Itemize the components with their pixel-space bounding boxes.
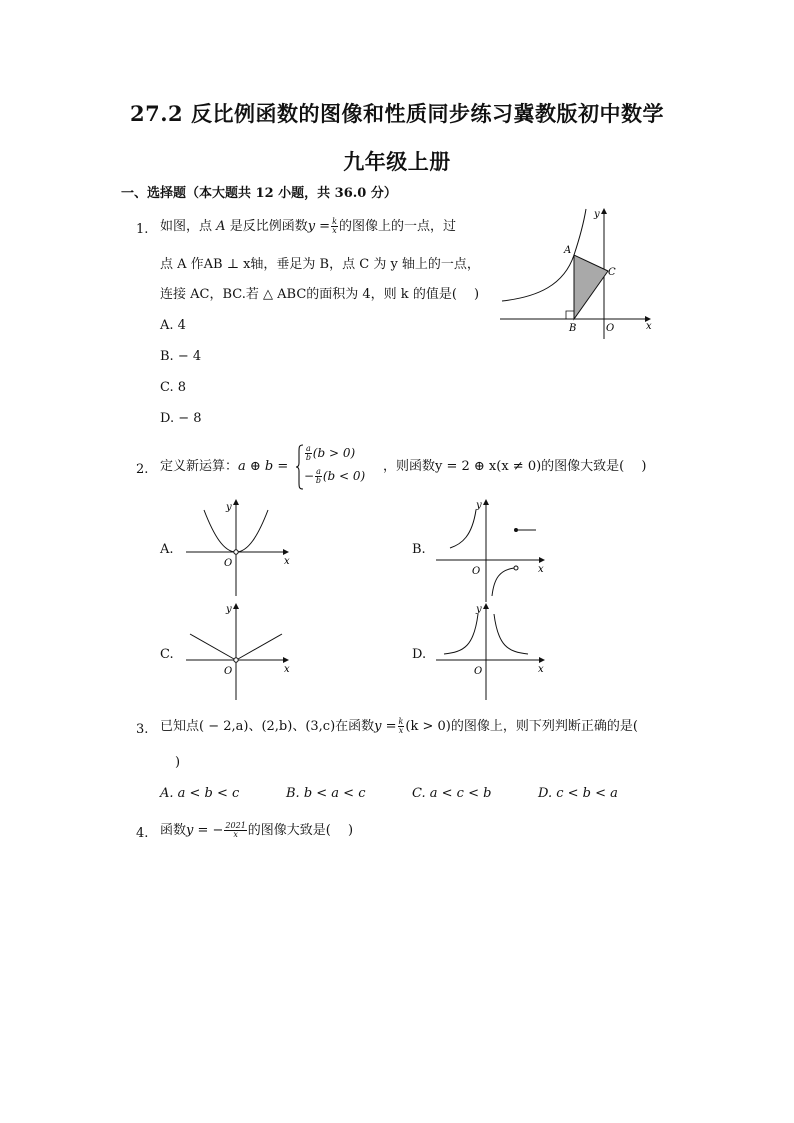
question-1-line-1 — [160, 218, 456, 236]
q1-hyperbola-curve — [502, 209, 586, 301]
q1-label-a: A — [564, 245, 572, 256]
q4-y-eq: y = − — [186, 823, 224, 838]
q2c-label-x: x — [284, 664, 290, 675]
q1-figure — [498, 205, 658, 345]
q1-text-pre: 如图，点 — [160, 219, 213, 234]
q2-option-a[interactable]: A. — [160, 542, 174, 557]
q3-option-c[interactable]: C. a < c < b — [412, 786, 492, 801]
q3-option-a[interactable]: A. a < b < c — [160, 786, 240, 801]
q3-frac-den: x — [398, 726, 404, 735]
q4-pre: 函数 — [160, 823, 187, 838]
q2-option-b[interactable]: B. — [412, 542, 426, 557]
q4-fraction — [224, 822, 246, 839]
q2-graph-d — [434, 600, 554, 700]
q2-case1-den: b — [305, 453, 311, 462]
q3-pre: 已知点( − 2,a)、(2,b)、(3,c)在函数 — [160, 719, 375, 734]
q3-post: (k > 0)的图像上，则下列判断正确的是( — [405, 719, 638, 734]
q1-label-o: O — [606, 323, 615, 334]
q1-frac-den: x — [332, 226, 337, 235]
q2b-closed-point — [514, 528, 518, 532]
q2-case-2 — [304, 467, 365, 485]
question-4-line-1 — [160, 822, 353, 840]
q2-case2-fraction — [315, 468, 322, 485]
q2b-open-point — [514, 566, 518, 570]
q1-option-b[interactable]: B. − 4 — [160, 349, 202, 364]
q2-pre: 定义新运算： — [160, 459, 239, 474]
q2b-right-curve — [492, 568, 514, 596]
page-title-line-2: 九年级上册 — [343, 149, 451, 174]
q3-fraction — [398, 718, 405, 735]
q2d-label-y: y — [476, 604, 482, 615]
q1-text-post: 的图像上的一点，过 — [338, 219, 456, 234]
q2d-left-branch — [444, 614, 478, 654]
q1-option-d[interactable]: D. − 8 — [160, 411, 202, 426]
q2-graph-b — [434, 496, 554, 606]
q2-text-pre — [160, 458, 288, 476]
q1-label-b: B — [569, 323, 577, 334]
section-heading: 一、选择题（本大题共 12 小题，共 36.0 分） — [121, 186, 397, 201]
q1-frac-num: k — [332, 217, 337, 226]
q1-fraction — [331, 218, 338, 235]
q1-label-x: x — [646, 321, 652, 332]
q3-option-d[interactable]: D. c < b < a — [538, 786, 618, 801]
question-4-number: 4. — [136, 826, 149, 841]
q2-text-post: ，则函数y = 2 ⊕ x(x ≠ 0)的图像大致是( ) — [383, 459, 647, 474]
q2a-open-point — [234, 550, 238, 554]
q2d-label-o: O — [474, 666, 483, 677]
q2-case-1 — [304, 444, 355, 462]
q2-option-c[interactable]: C. — [160, 647, 174, 662]
q2-case1-num: a — [306, 444, 311, 453]
q2c-left-line — [190, 634, 234, 659]
q2a-label-y: y — [226, 502, 232, 513]
question-3-line-1 — [160, 718, 638, 736]
q4-frac-num: 2021 — [225, 821, 246, 830]
q2d-right-branch — [494, 614, 528, 654]
q2b-left-curve — [450, 510, 476, 548]
q2a-label-x: x — [284, 556, 290, 567]
q2-case2-cond: (b < 0) — [322, 469, 366, 483]
question-2-number: 2. — [136, 462, 149, 477]
q4-post: 的图像大致是( ) — [247, 823, 354, 838]
q2-case2-num: a — [316, 467, 321, 476]
q3-option-b[interactable]: B. b < a < c — [286, 786, 366, 801]
q2-graph-a — [184, 496, 294, 596]
q1-option-c[interactable]: C. 8 — [160, 380, 187, 395]
q1-label-y: y — [594, 209, 600, 220]
q1-option-a[interactable]: A. 4 — [160, 318, 186, 333]
q1-triangle-abc — [574, 255, 608, 319]
q2-case1-cond: (b > 0) — [312, 446, 356, 460]
q2d-label-x: x — [538, 664, 544, 675]
q2-option-d[interactable]: D. — [412, 647, 427, 662]
q2c-open-point — [234, 658, 238, 662]
q4-frac-den: x — [233, 830, 238, 839]
q2c-label-y: y — [226, 604, 232, 615]
q2-case2-sign: − — [304, 469, 315, 483]
q2-case2-den: b — [315, 476, 322, 485]
question-3-number: 3. — [136, 722, 149, 737]
q1-right-angle-mark — [566, 311, 574, 319]
q1-text-mid: 是反比例函数 — [229, 219, 308, 234]
q3-frac-num: k — [398, 717, 404, 726]
q3-y-eq: y = — [374, 719, 397, 734]
q2a-label-o: O — [224, 558, 233, 569]
q1-point-a: A — [216, 219, 226, 234]
q2-op: a ⊕ b = — [238, 459, 289, 474]
q1-label-c: C — [608, 267, 616, 278]
q1-y-eq: y = — [307, 219, 331, 234]
question-1-line-3: 连接 AC，BC.若 △ ABC的面积为 4，则 k 的值是( ) — [160, 287, 480, 302]
q2b-label-o: O — [472, 566, 481, 577]
question-3-close-paren: ) — [175, 755, 181, 770]
q2c-right-line — [238, 634, 282, 659]
question-1-line-2: 点 A 作AB ⊥ x轴，垂足为 B，点 C 为 y 轴上的一点， — [160, 257, 480, 272]
page-title-line-1: 27.2 反比例函数的图像和性质同步练习冀教版初中数学 — [130, 101, 664, 126]
q2b-label-y: y — [476, 500, 482, 511]
q2-case1-fraction — [305, 445, 312, 462]
q2b-label-x: x — [538, 564, 544, 575]
q2-graph-c — [184, 600, 294, 700]
question-1-number: 1. — [136, 222, 149, 237]
q2c-label-o: O — [224, 666, 233, 677]
